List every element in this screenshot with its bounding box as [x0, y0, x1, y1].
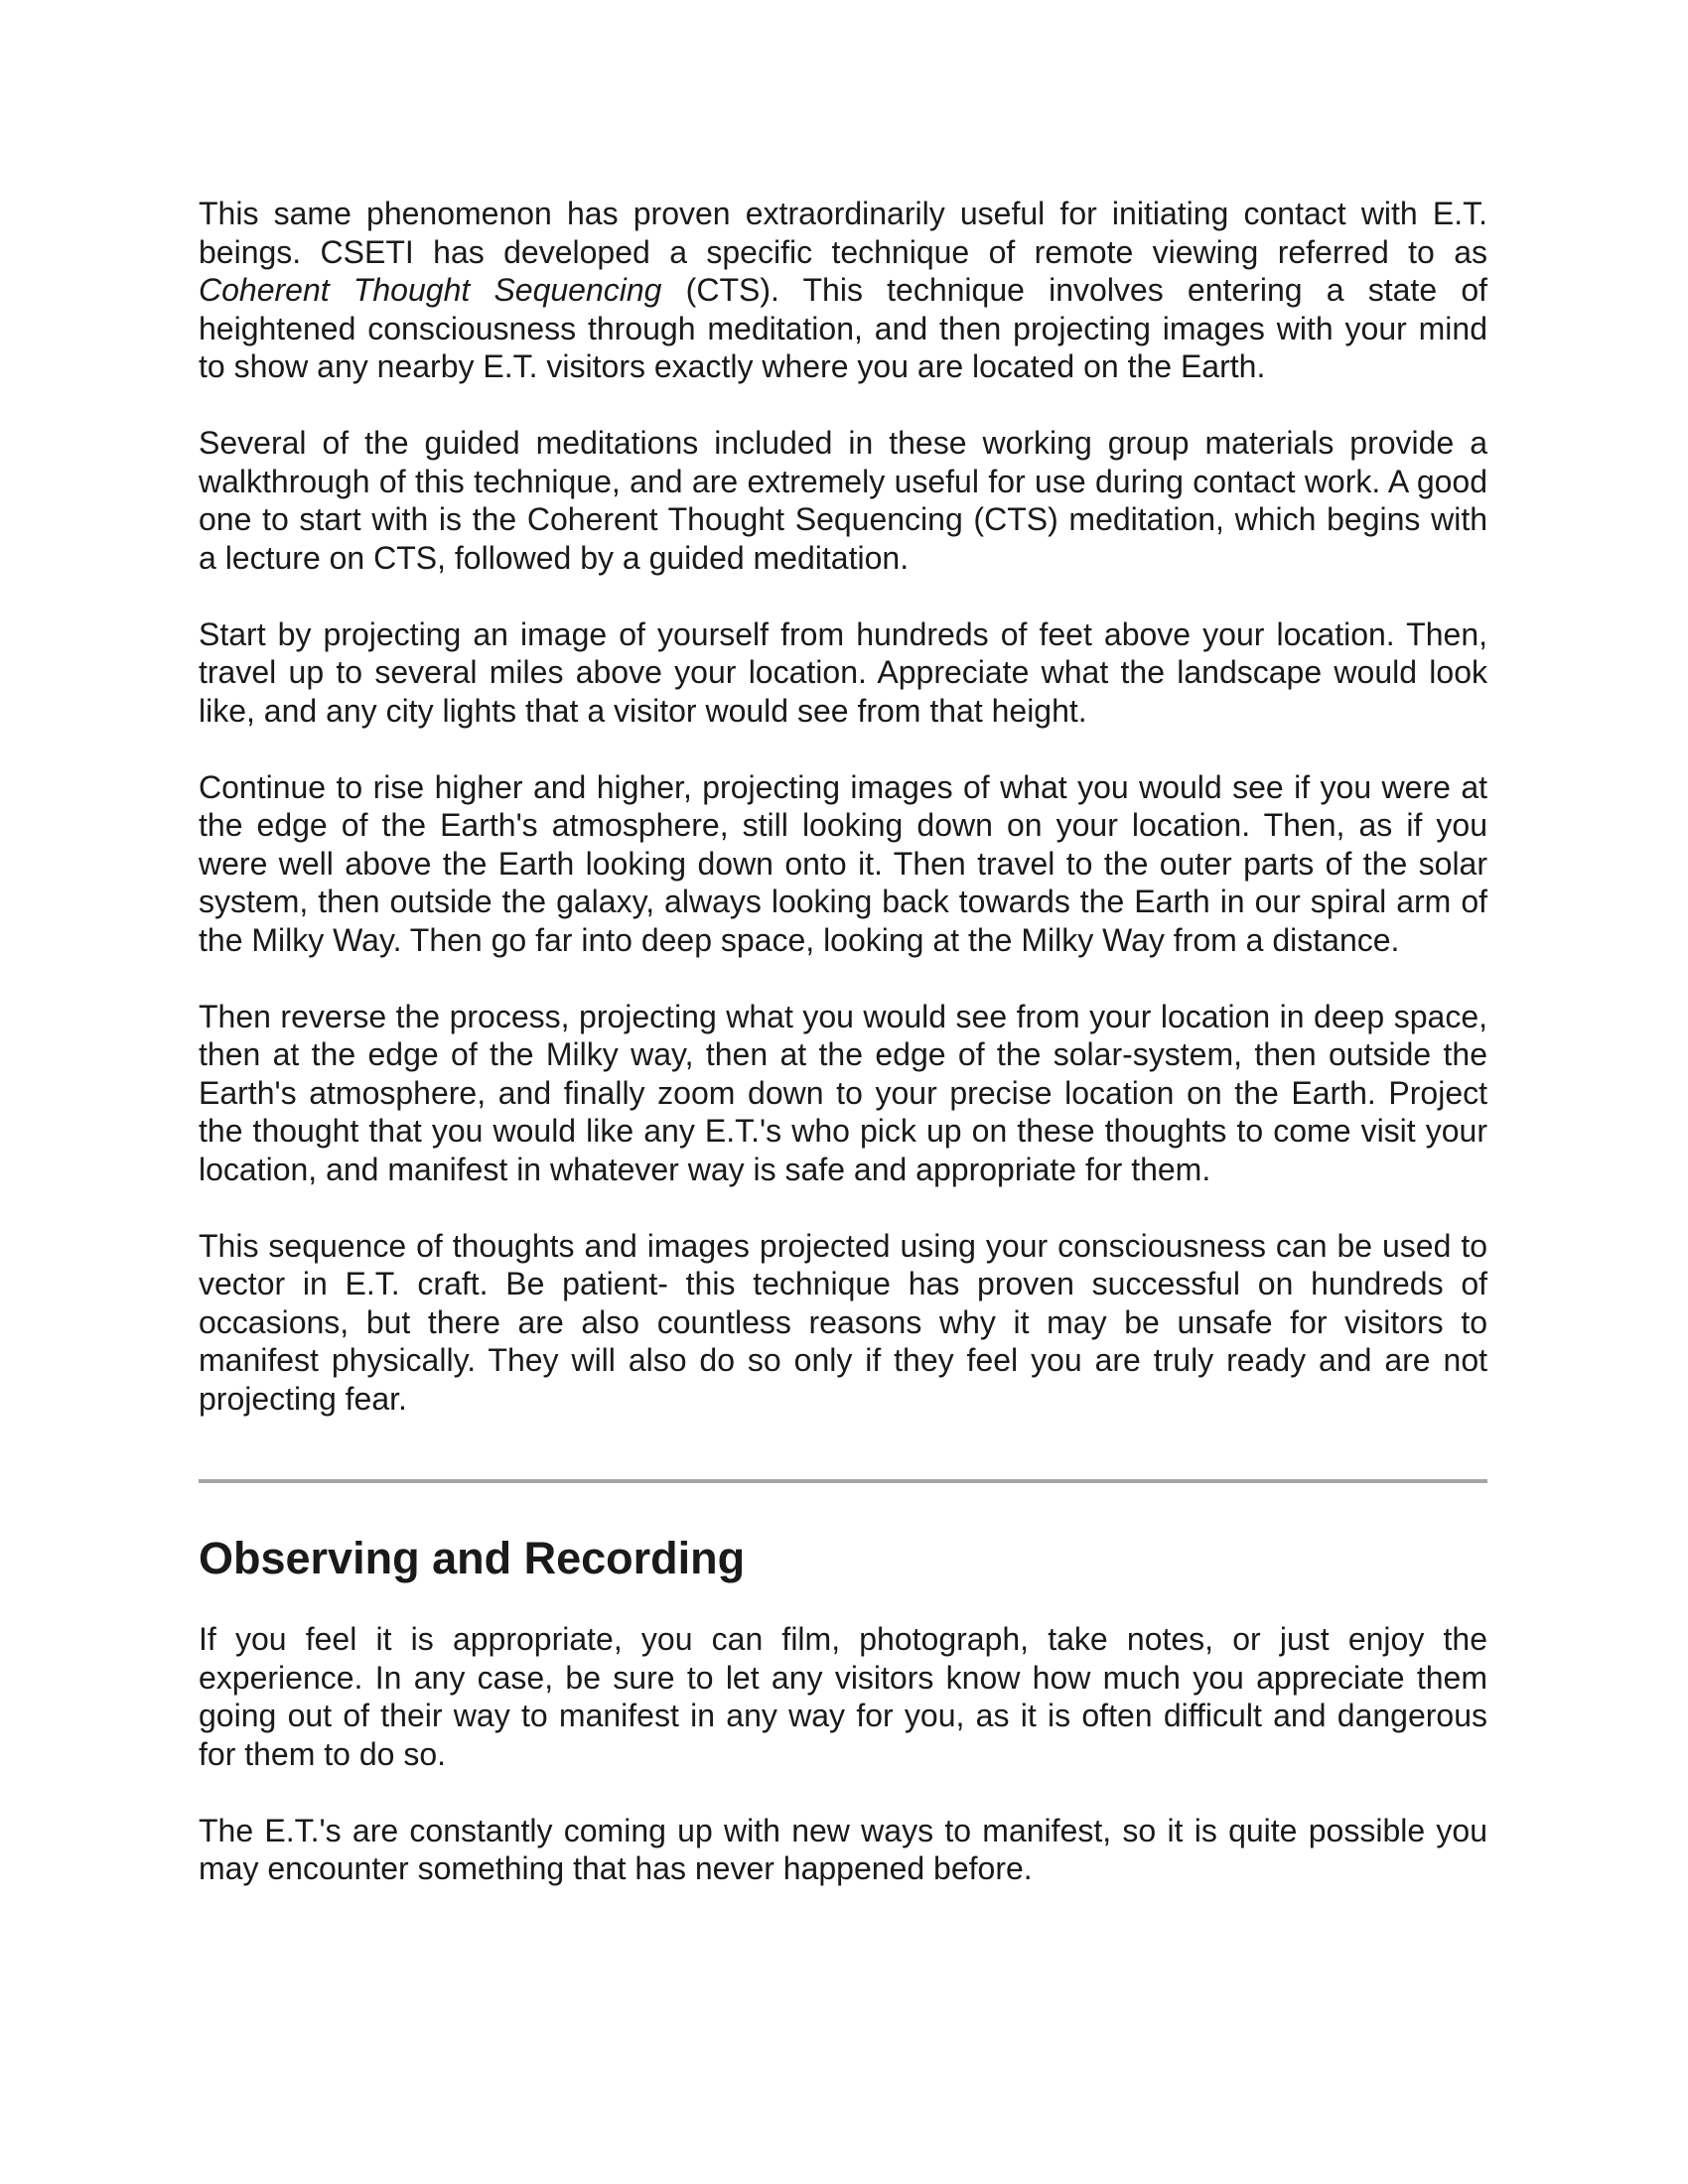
paragraph-guided-meditations: Several of the guided meditations included in these working group materials provide a walkthrough of this technique, and are extremely useful for use during contact work. A good one to start with is the Coherent Thought Sequencing (CTS) meditation, which begins with a lecture on CTS, followed by a guided meditation. [199, 425, 1487, 576]
paragraph-spacer [199, 730, 1487, 768]
paragraph-spacer [199, 577, 1487, 615]
section-divider [199, 1479, 1487, 1483]
paragraph-cts-intro-text-end: (CTS). This technique involves entering a state of heightened consciousness through meditation, and then projecting images with your mind to show any nearby E.T. visitors exactly where you are located on the Earth. [199, 272, 1488, 384]
heading-spacer [199, 1584, 1487, 1620]
section-heading-observing-recording: Observing and Recording [199, 1533, 746, 1583]
paragraph-spacer [199, 959, 1487, 998]
cts-italic-term: Coherent Thought Sequencing [199, 272, 662, 308]
paragraph-reverse-process: Then reverse the process, projecting what you would see from your location in deep space, then at the edge of the Milky way, then at the edge of the solar-system, then outside the Earth's atmosphere, and finally zoom down to your precise location on the Earth. Project the thought that you would like any E.T.'s who pick up on these thoughts to come visit your location, and manifest in whatever way is safe and appropriate for them. [199, 998, 1487, 1187]
paragraph-spacer [199, 1188, 1487, 1227]
paragraph-spacer [199, 1773, 1487, 1812]
paragraph-rise-higher: Continue to rise higher and higher, projecting images of what you would see if you were at the edge of the Earth's atmosphere, still looking down on your location. Then, as if you were well above the Earth looking down onto it. Then travel to the outer parts of the solar system, then outside the galaxy, always looking back towards the Earth in our spiral arm of the Milky Way. Then go far into deep space, looking at the Milky Way from a distance. [199, 768, 1487, 958]
paragraph-start-projecting: Start by projecting an image of yourself from hundreds of feet above your location. Then, travel up to several miles above your location. Appreciate what the landscape would look like, and any city lights that a visitor would see from that height. [199, 615, 1487, 729]
paragraph-sequence-of-thoughts: This sequence of thoughts and images projected using your consciousness can be used to vector in E.T. craft. Be patient- this technique has proven successful on hundreds of occasions, but there are also countless reasons why it may be unsafe for visitors to manifest physically. They will also do so only if they feel you are truly ready and are not projecting fear. [199, 1227, 1487, 1417]
paragraph-cts-intro [199, 195, 1487, 386]
paragraph-cts-intro-text-start: This same phenomenon has proven extraordinarily useful for initiating contact with E.T. beings. CSETI has developed a specific technique of remote viewing referred to as [199, 196, 1487, 270]
paragraph-spacer [199, 386, 1487, 425]
paragraph-new-ways-to-manifest: The E.T.'s are constantly coming up with new ways to manifest, so it is quite possible you may encounter something that has never happened before. [199, 1812, 1487, 1886]
paragraph-film-photograph: If you feel it is appropriate, you can film, photograph, take notes, or just enjoy the experience. In any case, be sure to let any visitors know how much you appreciate them going out of their way to manifest in any way for you, as it is often difficult and dangerous for them to do so. [199, 1621, 1487, 1772]
document-page [199, 195, 1487, 1888]
